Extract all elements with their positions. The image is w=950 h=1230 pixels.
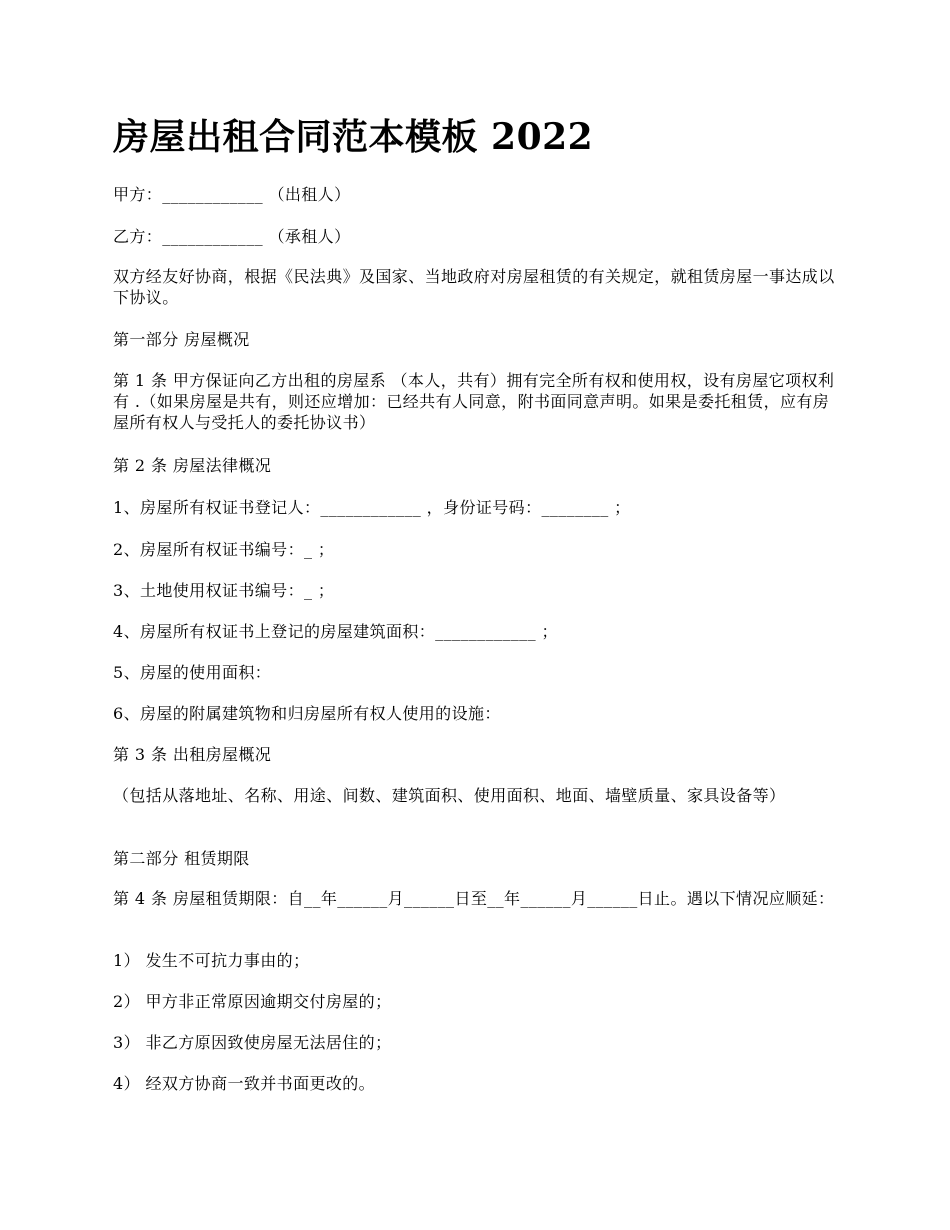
intro-paragraph: 双方经友好协商，根据《民法典》及国家、当地政府对房屋租赁的有关规定，就租赁房屋一事达成以下协议。 — [113, 267, 835, 307]
section-heading-part-2: 第二部分 租赁期限 — [113, 849, 250, 868]
article-3-paragraph: （包括从落地址、名称、用途、间数、建筑面积、使用面积、地面、墙壁质量、家具设备等） — [113, 786, 786, 805]
party-b-line: 乙方：____________ （承租人） — [113, 227, 351, 246]
article-4-paragraph: 第 4 条 房屋租赁期限：自__年______月______日至__年______月______日止。遇以下情况应顺延： — [113, 889, 835, 908]
list-item-5: 5、房屋的使用面积： — [113, 663, 272, 682]
document-title: 房屋出租合同范本模板 2022 — [113, 116, 594, 158]
list-item-3: 3、土地使用权证书编号：_ ； — [113, 581, 335, 600]
list-item-6: 6、房屋的附属建筑物和归房屋所有权人使用的设施： — [113, 704, 501, 723]
article-2-heading: 第 2 条 房屋法律概况 — [113, 456, 272, 475]
article-1-paragraph: 第 1 条 甲方保证向乙方出租的房屋系 （本人，共有）拥有完全所有权和使用权，设有房屋它项权利有 .（如果房屋是共有，则还应增加：已经共有人同意，附书面同意声明。如果是委托租赁，应有房屋所有权人与受托人的委托协议书） — [113, 371, 835, 432]
list-item-4: 4、房屋所有权证书上登记的房屋建筑面积：____________ ； — [113, 622, 558, 641]
article-3-heading: 第 3 条 出租房屋概况 — [113, 745, 272, 764]
extension-item-1: 1） 发生不可抗力事由的； — [113, 951, 310, 970]
extension-item-4: 4） 经双方协商一致并书面更改的。 — [113, 1074, 376, 1093]
extension-item-2: 2） 甲方非正常原因逾期交付房屋的； — [113, 992, 392, 1011]
list-item-1: 1、房屋所有权证书登记人：____________ ，身份证号码：________ ； — [113, 498, 631, 517]
extension-item-3: 3） 非乙方原因致使房屋无法居住的； — [113, 1033, 392, 1052]
party-a-line: 甲方：____________ （出租人） — [113, 185, 351, 204]
list-item-2: 2、房屋所有权证书编号：_ ； — [113, 540, 335, 559]
section-heading-part-1: 第一部分 房屋概况 — [113, 330, 250, 349]
